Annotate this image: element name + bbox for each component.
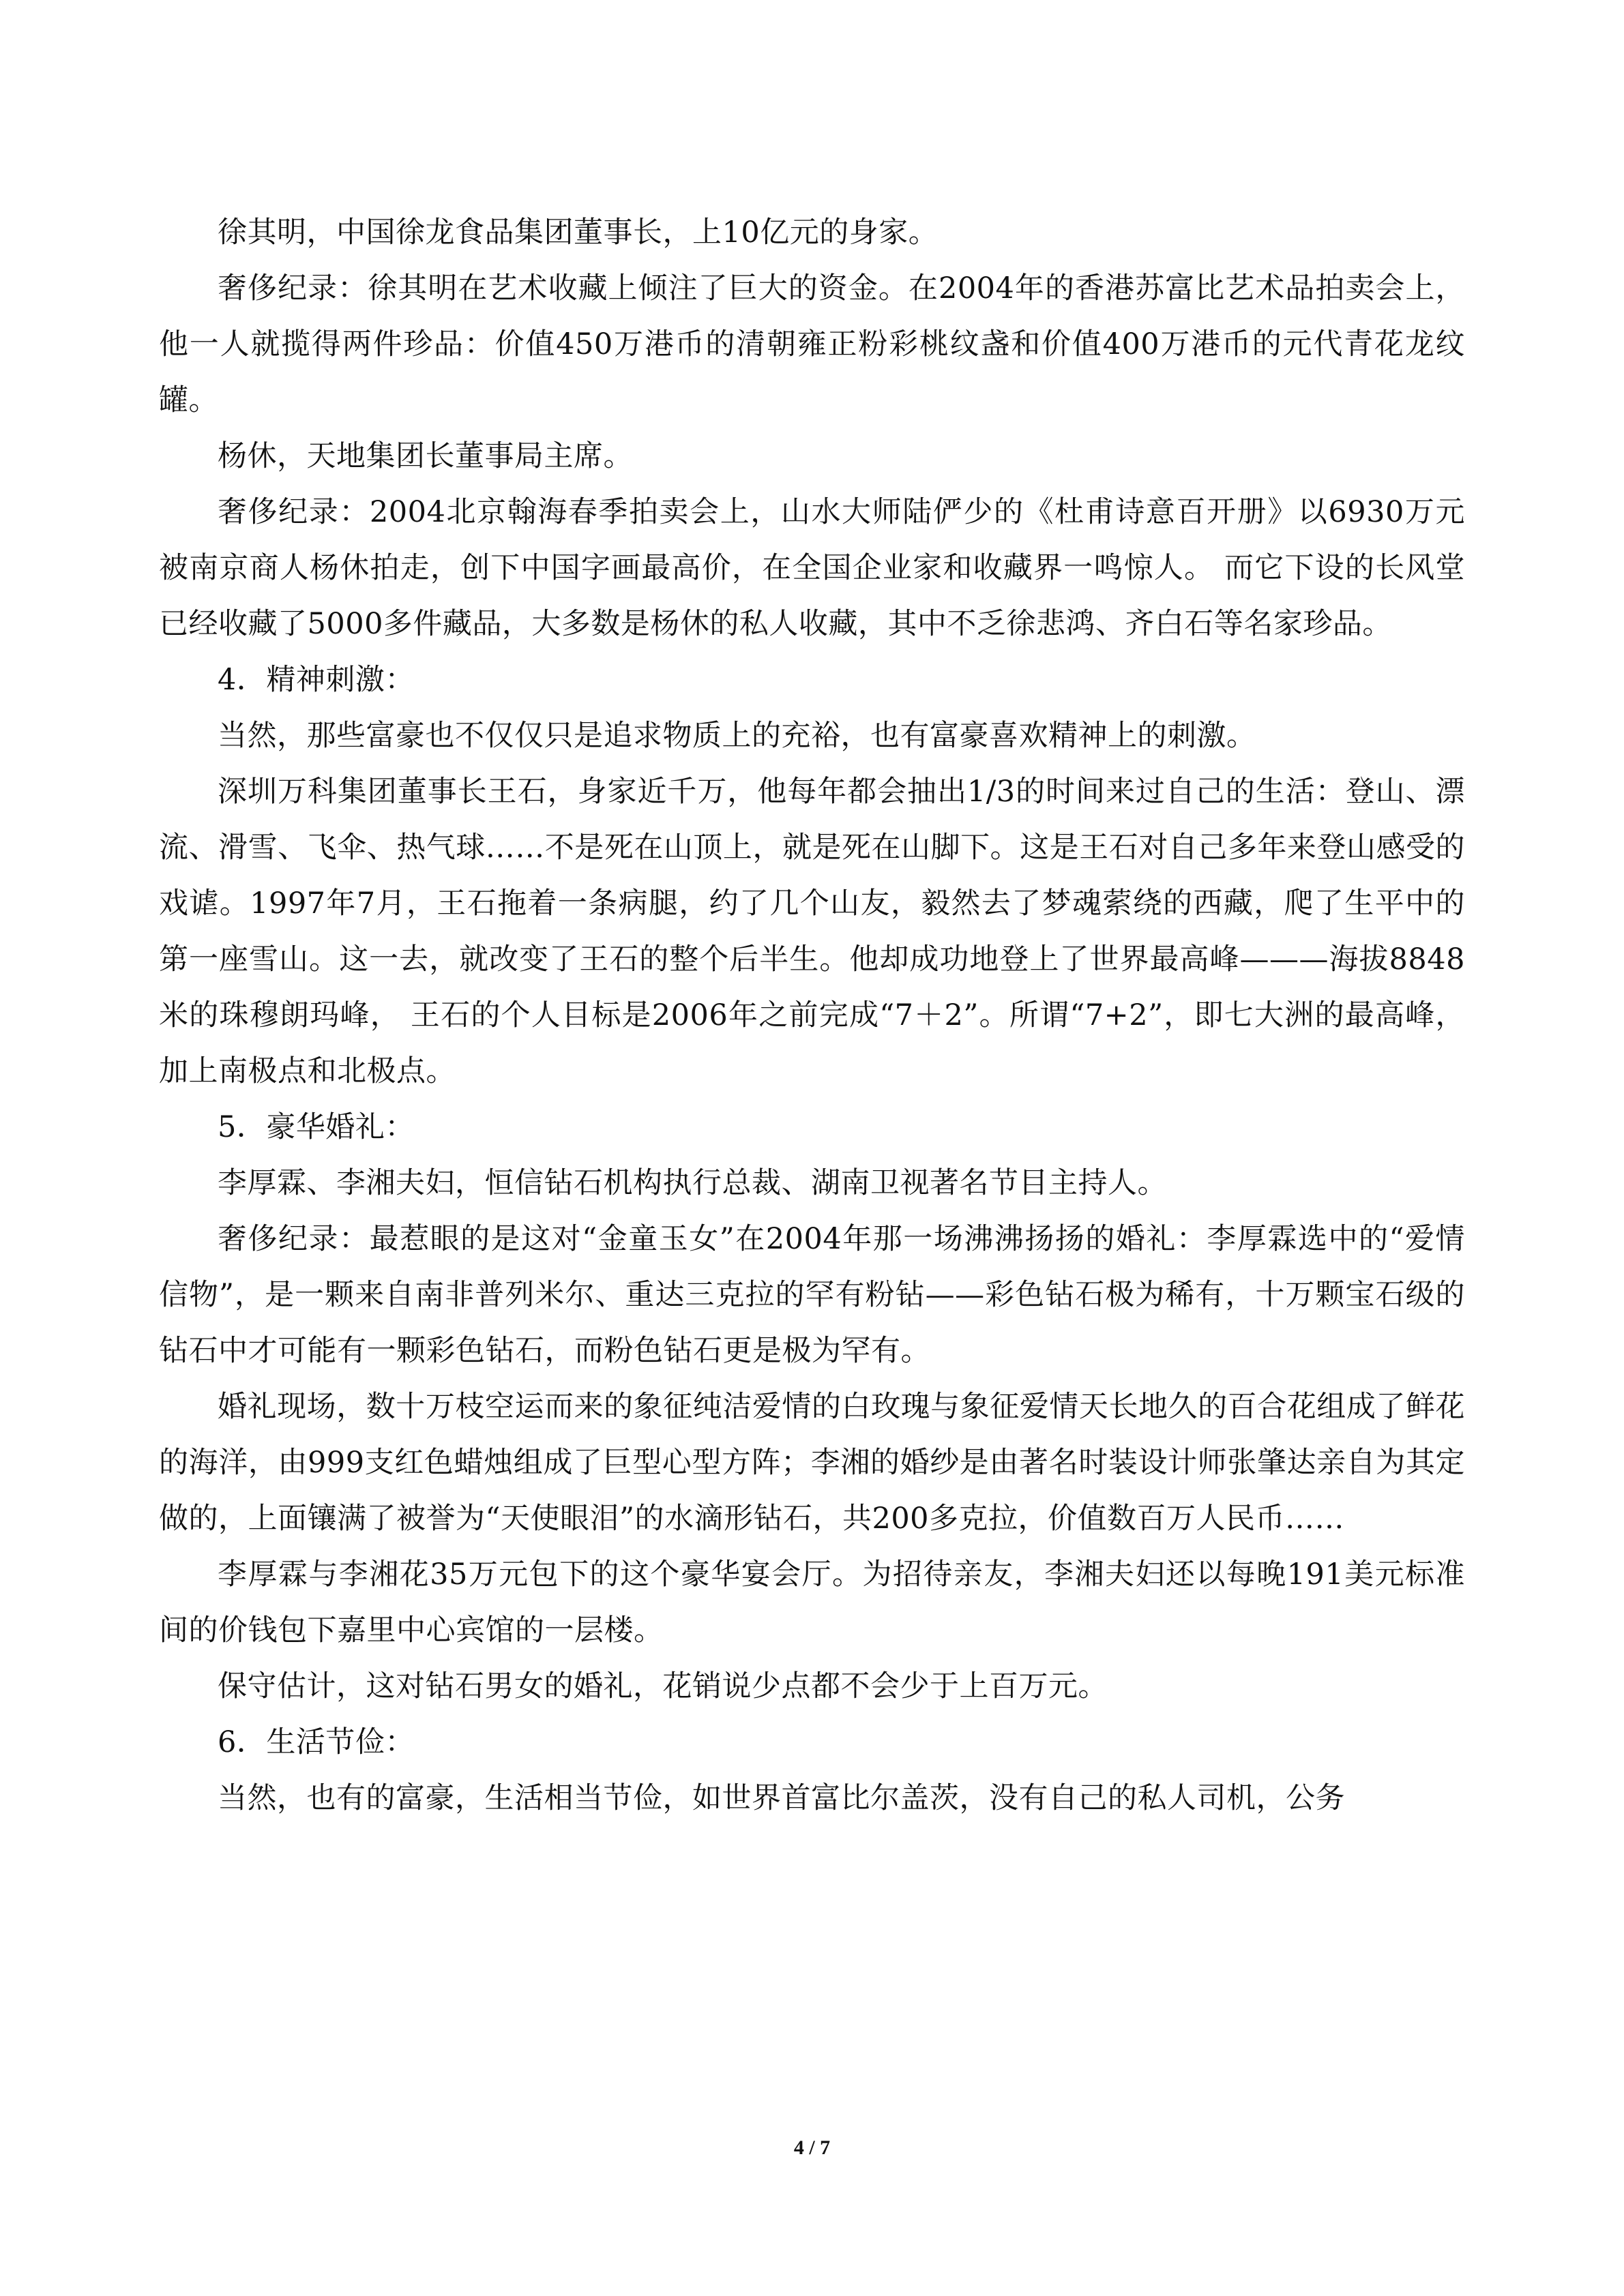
paragraph: 李厚霖、李湘夫妇，恒信钻石机构执行总裁、湖南卫视著名节目主持人。 [218, 1166, 1167, 1200]
document-body [159, 205, 1465, 1826]
paragraph: 奢侈纪录：徐其明在艺术收藏上倾注了巨大的资金。在2004年的香港苏富比艺术品拍卖会上，他一人就揽得两件珍品：价值450万港币的清朝雍正粉彩桃纹盏和价值400万港币的元代青花龙纹罐。 [159, 271, 1465, 417]
section-heading: 5．豪华婚礼： [218, 1110, 415, 1144]
paragraph: 杨休，天地集团长董事局主席。 [218, 439, 633, 473]
paragraph: 奢侈纪录：2004北京翰海春季拍卖会上，山水大师陆俨少的《杜甫诗意百开册》以6930万元被南京商人杨休拍走，创下中国字画最高价，在全国企业家和收藏界一鸣惊人。 而它下设的长风堂已经收藏了5000多件藏品，大多数是杨休的私人收藏，其中不乏徐悲鸿、齐白石等名家珍品。 [159, 495, 1465, 641]
paragraph: 婚礼现场，数十万枝空运而来的象征纯洁爱情的白玫瑰与象征爱情天长地久的百合花组成了鲜花的海洋，由999支红色蜡烛组成了巨型心型方阵；李湘的婚纱是由著名时装设计师张肇达亲自为其定做的，上面镶满了被誉为“天使眼泪”的水滴形钻石，共200多克拉，价值数百万人民币…… [159, 1390, 1465, 1536]
paragraph: 当然，也有的富豪，生活相当节俭，如世界首富比尔盖茨，没有自己的私人司机，公务 [218, 1781, 1345, 1815]
paragraph: 当然，那些富豪也不仅仅只是追求物质上的充裕，也有富豪喜欢精神上的刺激。 [218, 719, 1256, 753]
paragraph: 奢侈纪录：最惹眼的是这对“金童玉女”在2004年那一场沸沸扬扬的婚礼：李厚霖选中的“爱情信物”，是一颗来自南非普列米尔、重达三克拉的罕有粉钻——彩色钻石极为稀有，十万颗宝石级的钻石中才可能有一颗彩色钻石，而粉色钻石更是极为罕有。 [159, 1222, 1465, 1368]
paragraph: 徐其明，中国徐龙食品集团董事长，上10亿元的身家。 [218, 215, 939, 250]
page-number: 4 / 7 [793, 2136, 831, 2159]
paragraph: 深圳万科集团董事长王石，身家近千万，他每年都会抽出1/3的时间来过自己的生活：登山、漂流、滑雪、飞伞、热气球……不是死在山顶上，就是死在山脚下。这是王石对自己多年来登山感受的戏谑。1997年7月，王石拖着一条病腿，约了几个山友，毅然去了梦魂萦绕的西藏，爬了生平中的第一座雪山。这一去，就改变了王石的整个后半生。他却成功地登上了世界最高峰———海拔8848米的珠穆朗玛峰， 王石的个人目标是2006年之前完成“7＋2”。所谓“7+2”，即七大洲的最高峰，加上南极点和北极点。 [159, 775, 1465, 1088]
paragraph: 保守估计，这对钻石男女的婚礼，花销说少点都不会少于上百万元。 [218, 1669, 1108, 1703]
section-heading: 6．生活节俭： [218, 1725, 415, 1759]
paragraph: 李厚霖与李湘花35万元包下的这个豪华宴会厅。为招待亲友，李湘夫妇还以每晚191美元标准间的价钱包下嘉里中心宾馆的一层楼。 [159, 1557, 1465, 1648]
section-heading: 4．精神刺激： [218, 663, 415, 697]
